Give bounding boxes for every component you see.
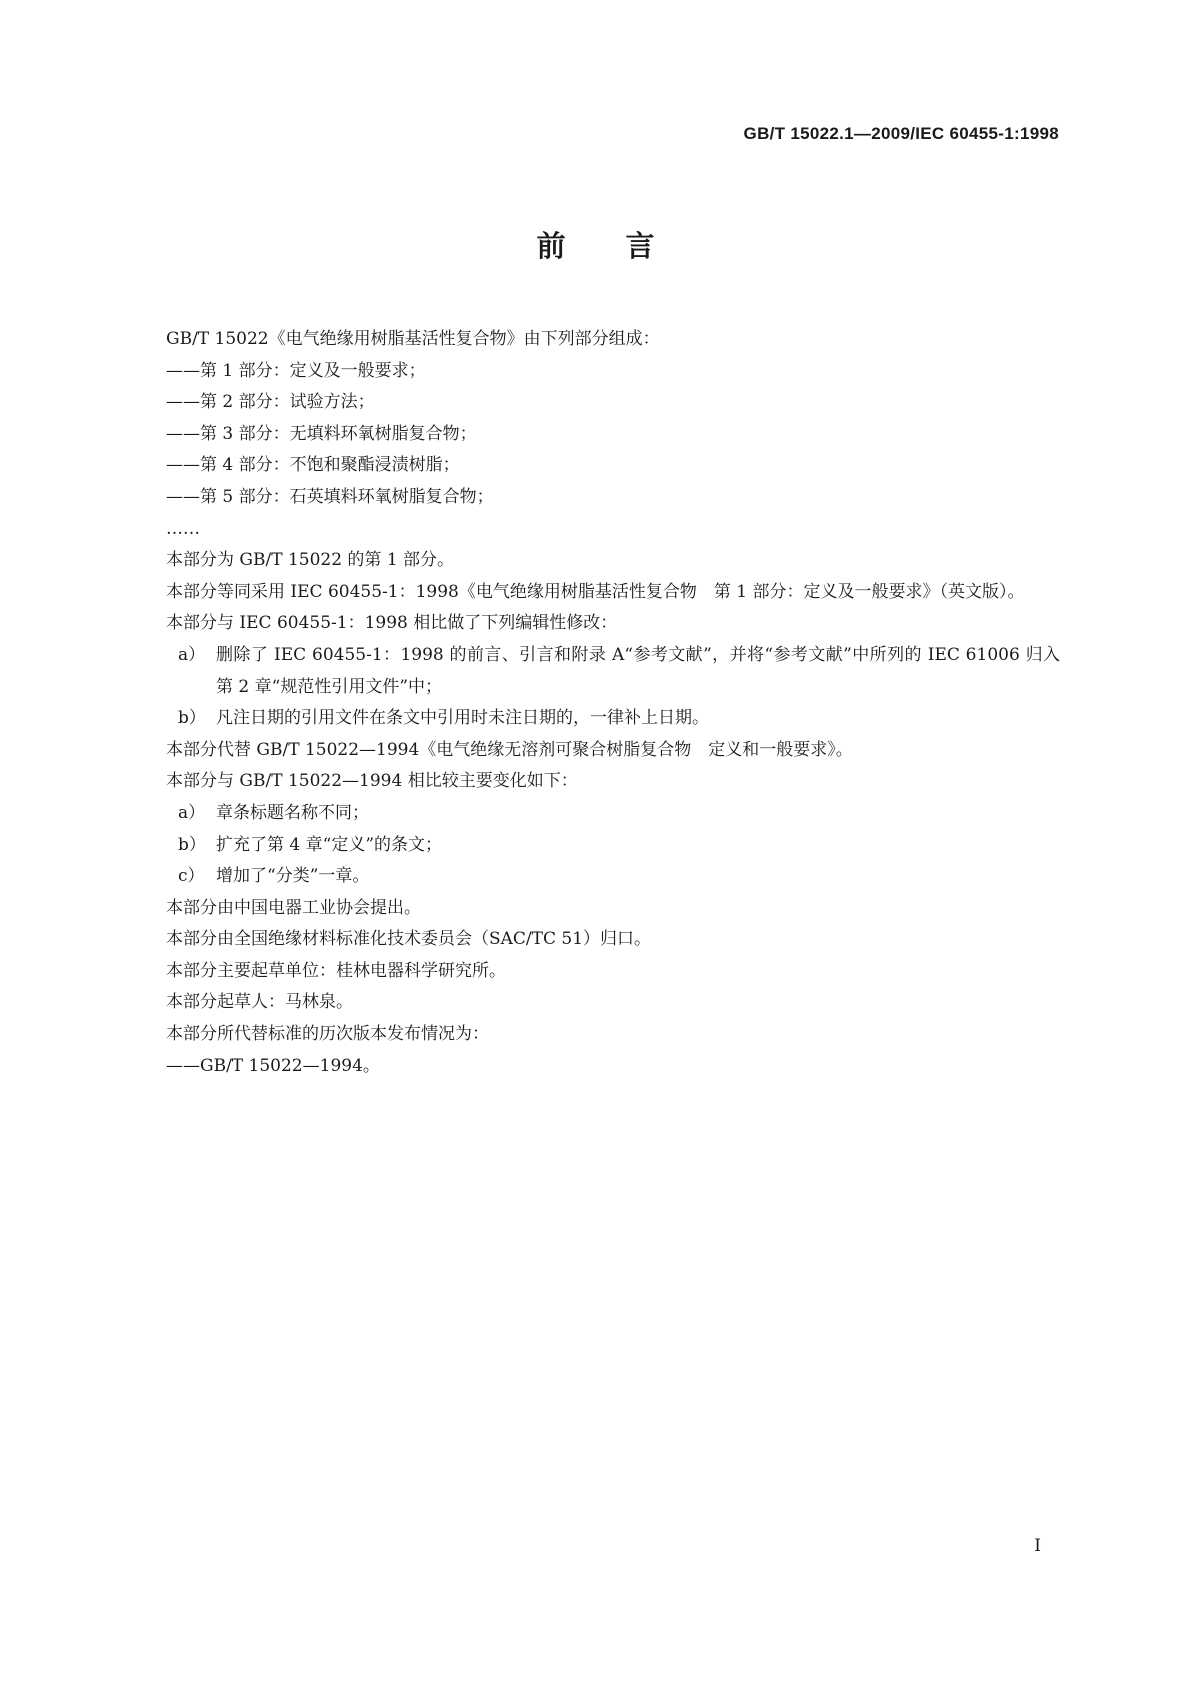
part-of-paragraph: 本部分为 GB/T 15022 的第 1 部分。 [166, 550, 455, 571]
change-item [132, 830, 1060, 862]
history-list-item: ——GB/T 15022—1994。 [166, 1055, 380, 1076]
foreword-body [132, 324, 1060, 1082]
item-text: 章条标题名称不同； [216, 802, 369, 823]
item-marker: a） [178, 802, 206, 823]
proposed-by-paragraph: 本部分由中国电器工业协会提出。 [166, 897, 421, 918]
page-number: I [1034, 1536, 1041, 1556]
change-item [132, 861, 1060, 893]
drafting-unit-paragraph: 本部分主要起草单位：桂林电器科学研究所。 [166, 960, 506, 981]
item-marker: a） [178, 644, 206, 665]
part-list-item: ——第 5 部分：石英填料环氧树脂复合物； [166, 486, 494, 507]
edit-item [132, 640, 1060, 703]
part-list-item: ——第 2 部分：试验方法； [166, 392, 375, 413]
item-marker: c） [178, 866, 205, 887]
history-intro-paragraph: 本部分所代替标准的历次版本发布情况为： [166, 1024, 489, 1045]
adoption-paragraph: 本部分等同采用 IEC 60455-1：1998《电气绝缘用树脂基活性复合物 第 1 部分：定义及一般要求》（英文版）。 [166, 581, 1025, 602]
part-list-item: ——第 3 部分：无填料环氧树脂复合物； [166, 423, 477, 444]
item-marker: b） [178, 708, 206, 729]
part-list-item: ——第 4 部分：不饱和聚酯浸渍树脂； [166, 455, 460, 476]
centralized-by-paragraph: 本部分由全国绝缘材料标准化技术委员会（SAC/TC 51）归口。 [166, 929, 652, 950]
part-list-item: ——第 1 部分：定义及一般要求； [166, 360, 426, 381]
page-title: 前言 [536, 229, 715, 263]
item-text: 凡注日期的引用文件在条文中引用时未注日期的，一律补上日期。 [216, 708, 709, 729]
ellipsis: …… [166, 518, 200, 539]
change-item [132, 798, 1060, 830]
edit-intro-paragraph: 本部分与 IEC 60455-1：1998 相比做了下列编辑性修改： [166, 613, 618, 634]
drafters-paragraph: 本部分起草人：马林泉。 [166, 992, 353, 1013]
intro-paragraph: GB/T 15022《电气绝缘用树脂基活性复合物》由下列部分组成： [166, 329, 660, 349]
item-marker: b） [178, 834, 206, 855]
edit-item [132, 703, 1060, 735]
item-text: 增加了“分类”一章。 [216, 866, 370, 887]
item-text: 扩充了第 4 章“定义”的条文； [216, 834, 443, 855]
replacement-paragraph: 本部分代替 GB/T 15022—1994《电气绝缘无溶剂可聚合树脂复合物 定义和一般要求》。 [166, 739, 853, 760]
item-text: 删除了 IEC 60455-1：1998 的前言、引言和附录 A“参考文献”，并将“参考文献”中所列的 IEC 61006 归入第 2 章“规范性引用文件”中； [216, 644, 1060, 697]
change-intro-paragraph: 本部分与 GB/T 15022—1994 相比较主要变化如下： [166, 771, 578, 792]
standard-number-header: GB/T 15022.1—2009/IEC 60455-1:1998 [743, 124, 1059, 143]
